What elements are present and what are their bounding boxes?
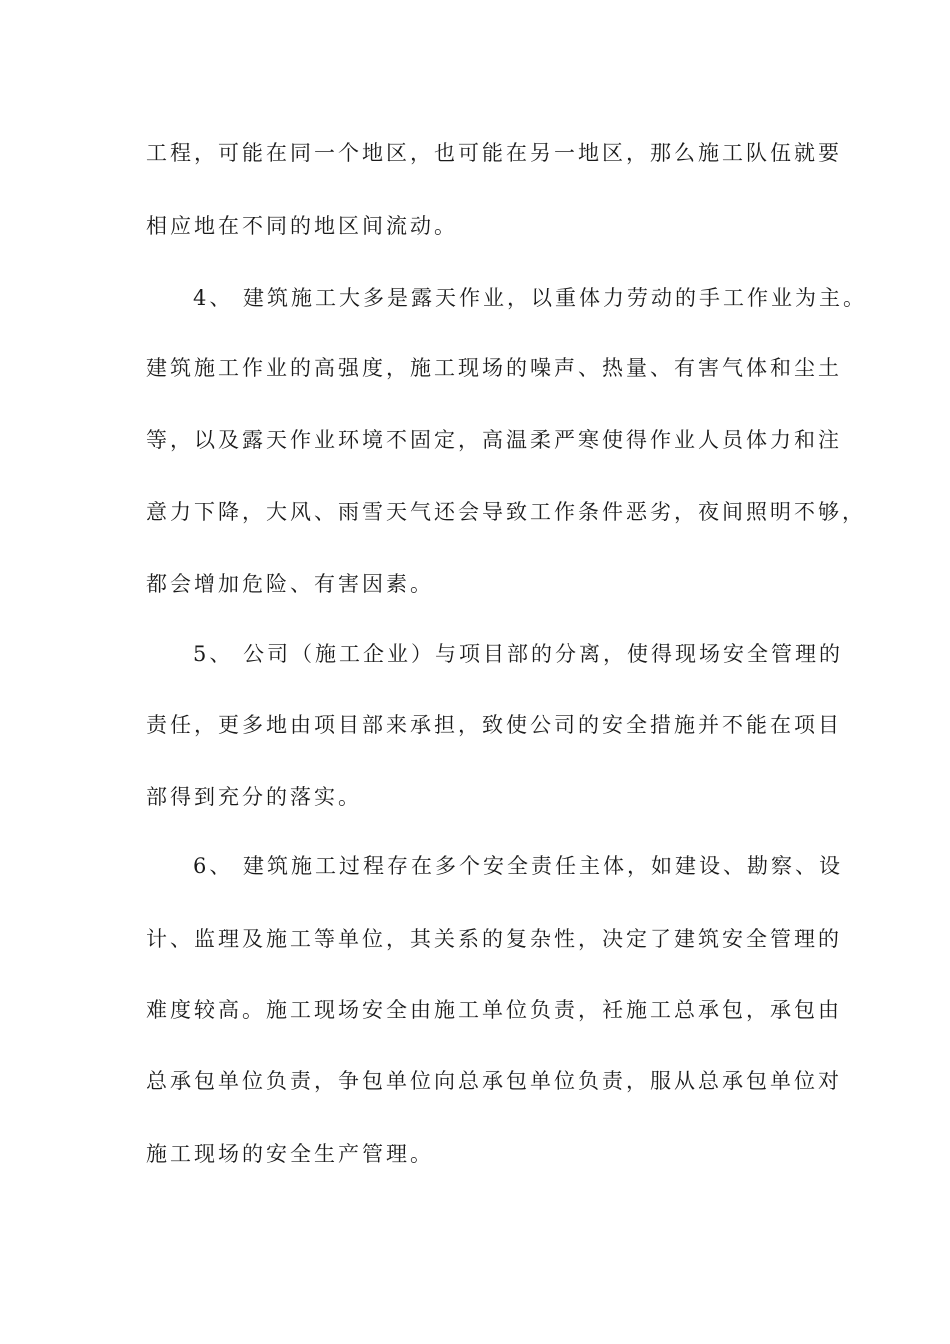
paragraph-6-start: 6、 建筑施工过程存在多个安全责任主体，如建设、勘察、设: [193, 854, 844, 878]
text-line: 总承包单位负责，争包单位向总承包单位负责，服从总承包单位对: [146, 1069, 842, 1093]
text-line: 等，以及露天作业环境不固定，高温柔严寒使得作业人员体力和注: [146, 428, 842, 452]
paragraph-5-start: 5、 公司（施工企业）与项目部的分离，使得现场安全管理的: [193, 642, 844, 666]
paragraph-4-start: 4、 建筑施工大多是露天作业，以重体力劳动的手工作业为主。: [193, 286, 868, 310]
text-line: 难度较高。施工现场安全由施工单位负责，衽施工总承包，承包由: [146, 998, 842, 1022]
text-line: 建筑施工作业的高强度，施工现场的噪声、热量、有害气体和尘土: [146, 356, 842, 380]
text-line: 责任，更多地由项目部来承担，致使公司的安全措施并不能在项目: [146, 713, 842, 737]
text-line: 都会增加危险、有害因素。: [146, 572, 434, 596]
text-line: 施工现场的安全生产管理。: [146, 1142, 434, 1166]
text-line: 部得到充分的落实。: [146, 785, 362, 809]
text-line: 意力下降，大风、雨雪天气还会导致工作条件恶劣，夜间照明不够，: [146, 500, 866, 524]
text-line: 工程，可能在同一个地区，也可能在另一地区，那么施工队伍就要: [146, 141, 842, 165]
text-line: 相应地在不同的地区间流动。: [146, 214, 458, 238]
text-line: 计、监理及施工等单位，其关系的复杂性，决定了建筑安全管理的: [146, 927, 842, 951]
